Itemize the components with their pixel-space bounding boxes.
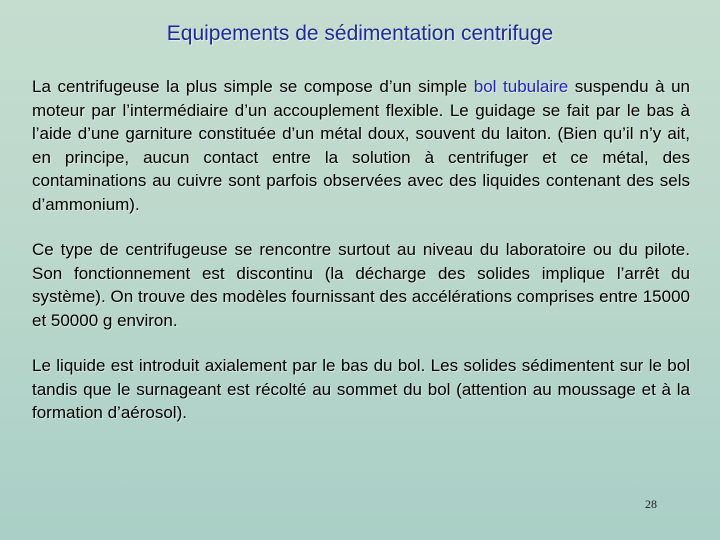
paragraph-2: Ce type de centrifugeuse se rencontre surtout au niveau du laboratoire ou du pilote. Son fonctionnement est discontinu (la décharge des solides implique l’arrêt du système). On trouve des modèles fournissant des accélérations comprises entre 15000 et 50000 g environ.	[32, 240, 690, 330]
slide-title: Equipements de sédimentation centrifuge	[166, 22, 554, 45]
paragraph-1	[32, 75, 690, 216]
slide-number: 28	[645, 497, 657, 511]
highlighted-term: bol tubulaire	[473, 77, 569, 96]
paragraph-3: Le liquide est introduit axialement par le bas du bol. Les solides sédimentent sur le bol tandis que le surnageant est récolté au sommet du bol (attention au moussage et à la formation d’aérosol).	[32, 356, 690, 422]
paragraph-1-end: suspendu à un moteur par l’intermédiaire d’un accouplement flexible. Le guidage se fait par le bas à l’aide d’une garniture constituée d’un métal doux, souvent du laiton. (Bien qu’il n’y ait, en principe, aucun contact entre la solution à centrifuger et ce métal, des contaminations au cuivre sont parfois observées avec des liquides contenant des sels d’ammonium).	[32, 77, 691, 214]
paragraph-1-start: La centrifugeuse la plus simple se compose d’un simple	[32, 77, 474, 96]
slide-body	[32, 75, 690, 447]
